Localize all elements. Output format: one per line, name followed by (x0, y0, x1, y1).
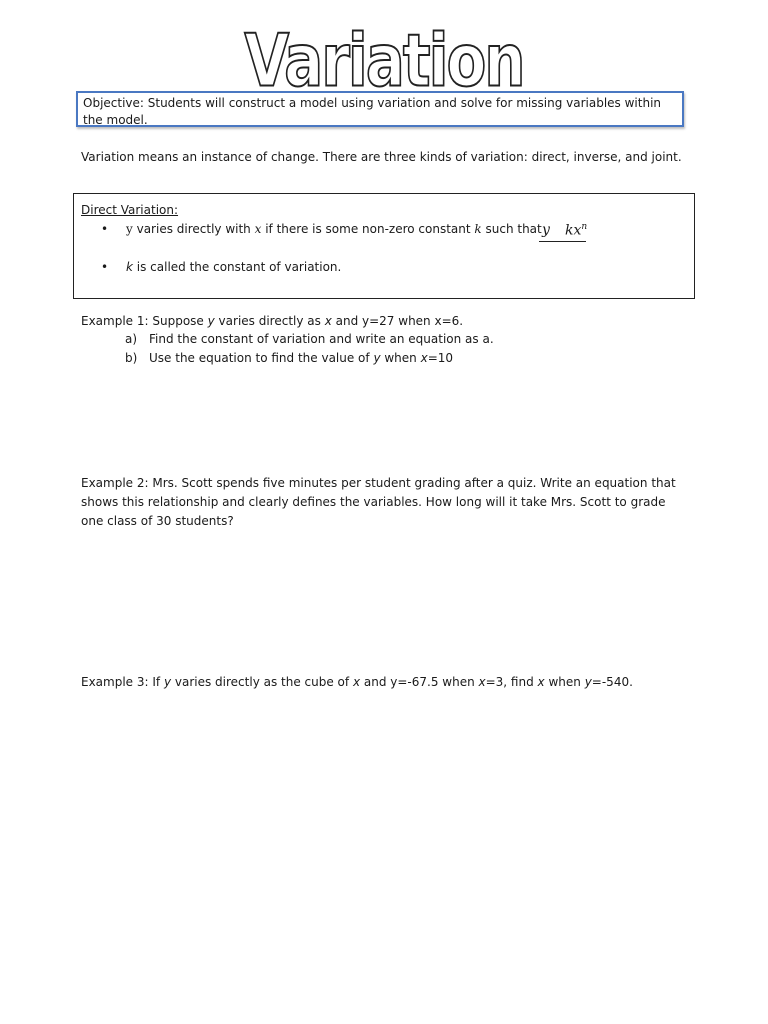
var-x: x (537, 675, 545, 689)
var-k: k (126, 260, 133, 274)
formula-kx-text: kx (565, 222, 582, 239)
text-segment: Example 3: If (81, 675, 164, 689)
text-segment: varies directly with (132, 222, 255, 236)
bullet-point-1 (101, 222, 108, 236)
direct-variation-box (73, 193, 695, 299)
text-segment: =-540. (591, 675, 633, 689)
example-1-item-b (125, 349, 453, 368)
bullet-text-1 (126, 222, 542, 236)
text-segment: varies directly as the cube of (171, 675, 353, 689)
text-segment: and y=-67.5 when (360, 675, 479, 689)
var-x: x (478, 675, 486, 689)
example-1-heading (81, 312, 701, 331)
text-segment: such that (481, 222, 542, 236)
text-segment: varies directly as (214, 314, 325, 328)
text-segment: Use the equation to find the value of (149, 351, 374, 365)
bullet-point-2 (101, 260, 108, 274)
direct-variation-formula (539, 221, 586, 242)
example-2-paragraph: Example 2: Mrs. Scott spends five minutes per student grading after a quiz. Write an equation that shows this relationship and clearly defines the variables. How long will it take Mrs. Scott to grade one class of 30 students? (81, 476, 676, 528)
example-3-paragraph (81, 673, 701, 692)
formula-exponent: n (581, 222, 588, 232)
item-label: b) (125, 351, 138, 365)
text-segment: when (380, 351, 421, 365)
direct-variation-heading (81, 203, 178, 217)
var-x: x (324, 314, 332, 328)
direct-variation-heading-text: Direct Variation (81, 203, 174, 217)
text-segment: Example 1: Suppose (81, 314, 208, 328)
bullet-icon: • (101, 260, 109, 274)
var-y: y (373, 351, 381, 365)
var-y: y (163, 675, 172, 689)
var-x: x (254, 222, 262, 236)
text-segment: if there is some non-zero constant (261, 222, 475, 236)
var-y: y (584, 675, 592, 689)
formula-kx (565, 222, 587, 239)
text-segment: =10 (427, 351, 454, 365)
var-y: y (207, 314, 215, 328)
formula-y: y (542, 222, 550, 238)
text-segment: and y=27 when x=6. (331, 314, 464, 328)
page-title: Variation (244, 18, 524, 103)
intro-paragraph: Variation means an instance of change. There are three kinds of variation: direct, inverse, and joint. (81, 150, 682, 164)
heading-colon: : (173, 203, 179, 217)
objective-box: Objective: Students will construct a model using variation and solve for missing variables within the model. (76, 91, 684, 127)
text-segment: when (544, 675, 585, 689)
text-segment: is called the constant of variation. (132, 260, 342, 274)
var-x: x (352, 675, 361, 689)
var-y: y (126, 222, 133, 236)
example-1-item-a (125, 330, 494, 349)
bullet-text-2 (126, 260, 341, 274)
item-text: Find the constant of variation and write an equation as a. (149, 332, 494, 346)
var-x: x (420, 351, 428, 365)
item-label: a) (125, 332, 138, 346)
bullet-icon: • (101, 222, 109, 236)
var-k: k (474, 222, 482, 236)
text-segment: =3, find (485, 675, 538, 689)
